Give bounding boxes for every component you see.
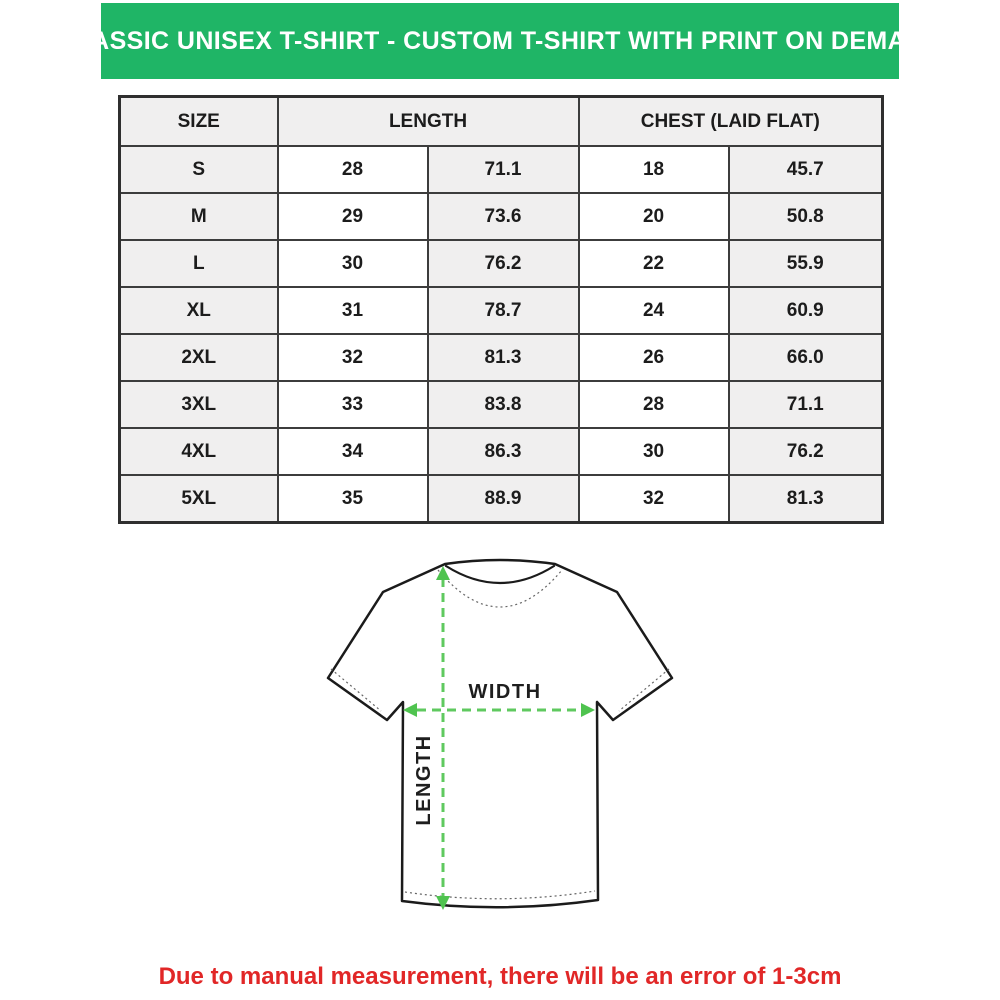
chest-cm-cell: 71.1 (729, 381, 883, 428)
chest-in-cell: 18 (579, 146, 729, 193)
table-row (120, 428, 883, 475)
size-cell: 3XL (120, 381, 278, 428)
tshirt-outline (328, 560, 672, 907)
size-cell: L (120, 240, 278, 287)
length-cm-cell: 76.2 (428, 240, 579, 287)
length-in-cell: 34 (278, 428, 428, 475)
length-cm-cell: 78.7 (428, 287, 579, 334)
page-title: CLASSIC UNISEX T-SHIRT - CUSTOM T-SHIRT WITH PRINT ON DEMAND (56, 26, 944, 55)
size-header-cell: SIZE (120, 97, 278, 147)
chest-cm-cell: 50.8 (729, 193, 883, 240)
tshirt-diagram (300, 540, 700, 940)
size-chart-table (118, 95, 884, 524)
length-in-cell: 30 (278, 240, 428, 287)
table-row (120, 240, 883, 287)
size-cell: 4XL (120, 428, 278, 475)
table-row (120, 287, 883, 334)
length-label: LENGTH (413, 734, 435, 826)
measurement-note: Due to manual measurement, there will be an error of 1-3cm (158, 963, 842, 990)
chest-in-cell: 26 (579, 334, 729, 381)
chest-in-cell: 24 (579, 287, 729, 334)
width-label: WIDTH (468, 681, 542, 703)
chest-in-cell: 28 (579, 381, 729, 428)
table-row (120, 146, 883, 193)
title-banner (56, 3, 944, 79)
length-in-cell: 32 (278, 334, 428, 381)
length-in-cell: 29 (278, 193, 428, 240)
length-header-cell: LENGTH (278, 97, 579, 147)
length-in-cell: 33 (278, 381, 428, 428)
table-row (120, 475, 883, 523)
chest-in-cell: 20 (579, 193, 729, 240)
size-cell: S (120, 146, 278, 193)
table-row (120, 193, 883, 240)
size-cell: M (120, 193, 278, 240)
table-row (120, 334, 883, 381)
length-in-cell: 31 (278, 287, 428, 334)
chest-cm-cell: 76.2 (729, 428, 883, 475)
length-cm-cell: 73.6 (428, 193, 579, 240)
length-cm-cell: 86.3 (428, 428, 579, 475)
table-row (120, 381, 883, 428)
chest-cm-cell: 66.0 (729, 334, 883, 381)
length-in-cell: 28 (278, 146, 428, 193)
size-cell: 2XL (120, 334, 278, 381)
length-cm-cell: 71.1 (428, 146, 579, 193)
length-in-cell: 35 (278, 475, 428, 523)
chest-header-cell: CHEST (LAID FLAT) (579, 97, 883, 147)
length-cm-cell: 88.9 (428, 475, 579, 523)
size-cell: XL (120, 287, 278, 334)
chest-cm-cell: 60.9 (729, 287, 883, 334)
size-cell: 5XL (120, 475, 278, 523)
chest-cm-cell: 45.7 (729, 146, 883, 193)
table-header-row (120, 97, 883, 147)
chest-in-cell: 22 (579, 240, 729, 287)
length-cm-cell: 81.3 (428, 334, 579, 381)
chest-in-cell: 32 (579, 475, 729, 523)
chest-cm-cell: 55.9 (729, 240, 883, 287)
length-cm-cell: 83.8 (428, 381, 579, 428)
chest-cm-cell: 81.3 (729, 475, 883, 523)
chest-in-cell: 30 (579, 428, 729, 475)
